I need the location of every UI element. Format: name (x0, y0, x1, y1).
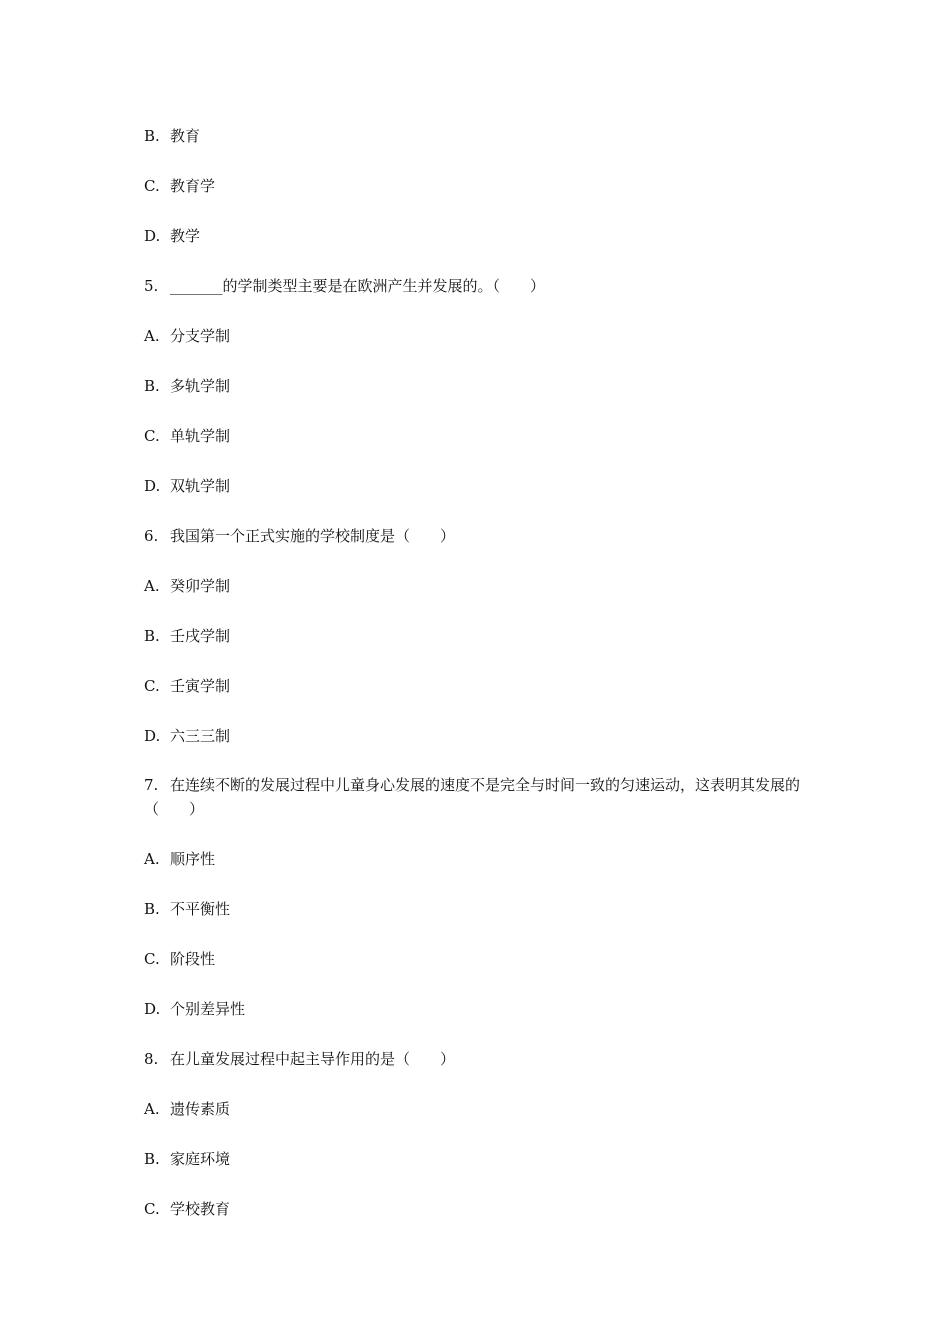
question-text: 我国第一个正式实施的学校制度是（ ） (170, 527, 456, 545)
option-label: A. (144, 850, 160, 868)
option-line (144, 623, 810, 649)
option-line (144, 1096, 810, 1122)
option-label: B. (144, 627, 160, 645)
option-line (144, 123, 810, 149)
option-label: C. (144, 950, 160, 968)
question-line (144, 773, 810, 821)
option-line (144, 173, 810, 199)
question-line (144, 1046, 810, 1072)
option-label: C. (144, 427, 160, 445)
option-label: B. (144, 377, 160, 395)
question-line (144, 273, 810, 299)
option-label: D. (144, 477, 161, 495)
option-line (144, 1146, 810, 1172)
option-text: 家庭环境 (170, 1150, 231, 1168)
option-label: A. (144, 327, 160, 345)
question-number: 5. (144, 277, 159, 295)
option-text: 双轨学制 (170, 477, 231, 495)
option-line (144, 573, 810, 599)
option-text: 分支学制 (170, 327, 231, 345)
question-text: _______的学制类型主要是在欧洲产生并发展的。（ ） (170, 277, 546, 295)
option-text: 遗传素质 (170, 1100, 231, 1118)
option-line (144, 373, 810, 399)
option-line (144, 323, 810, 349)
option-label: B. (144, 1150, 160, 1168)
option-label: D. (144, 1000, 161, 1018)
option-text: 癸卯学制 (170, 577, 231, 595)
option-label: B. (144, 127, 160, 145)
option-text: 顺序性 (170, 850, 216, 868)
option-label: D. (144, 727, 161, 745)
option-text: 教学 (170, 227, 201, 245)
option-line (144, 473, 810, 499)
option-text: 六三三制 (170, 727, 231, 745)
option-label: C. (144, 1200, 160, 1218)
option-line (144, 996, 810, 1022)
question-number: 6. (144, 527, 159, 545)
option-line (144, 673, 810, 699)
option-text: 不平衡性 (170, 900, 231, 918)
question-line (144, 523, 810, 549)
option-label: C. (144, 177, 160, 195)
question-number: 7. (144, 776, 159, 794)
option-text: 教育学 (170, 177, 216, 195)
option-text: 壬寅学制 (170, 677, 231, 695)
option-line (144, 846, 810, 872)
question-number: 8. (144, 1050, 159, 1068)
option-text: 多轨学制 (170, 377, 231, 395)
option-label: C. (144, 677, 160, 695)
option-label: D. (144, 227, 161, 245)
option-text: 壬戌学制 (170, 627, 231, 645)
option-text: 阶段性 (170, 950, 216, 968)
option-line (144, 1196, 810, 1222)
option-line (144, 423, 810, 449)
option-text: 学校教育 (170, 1200, 231, 1218)
option-text: 个别差异性 (170, 1000, 246, 1018)
option-line (144, 946, 810, 972)
option-line (144, 223, 810, 249)
option-text: 单轨学制 (170, 427, 231, 445)
option-text: 教育 (170, 127, 201, 145)
question-text: 在儿童发展过程中起主导作用的是（ ） (170, 1050, 456, 1068)
option-line (144, 723, 810, 749)
question-text: 在连续不断的发展过程中儿童身心发展的速度不是完全与时间一致的匀速运动，这表明其发展的（ ） (144, 776, 801, 818)
option-line (144, 896, 810, 922)
option-label: A. (144, 1100, 160, 1118)
option-label: A. (144, 577, 160, 595)
option-label: B. (144, 900, 160, 918)
